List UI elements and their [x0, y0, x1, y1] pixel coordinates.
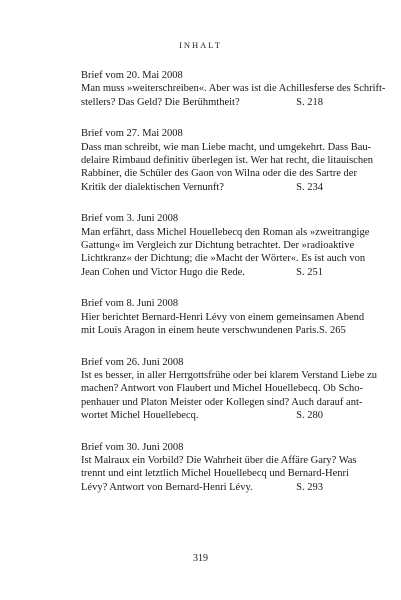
toc-entry: [81, 297, 365, 337]
entry-description-line: machen? Antwort von Flaubert und Michel Houellebecq. Ob Scho-: [81, 383, 363, 395]
entry-date: Brief vom 27. Mai 2008: [81, 128, 183, 140]
entry-description-line: trennt und eint letztlich Michel Houellebecq und Bernard-Henri: [81, 468, 349, 480]
entry-description-line: [81, 181, 323, 194]
entry-description-line: Man erfährt, dass Michel Houellebecq den Roman als »zweitrangige: [81, 226, 370, 238]
entry-description-text: stellers? Das Geld? Die Berühmtheit?: [81, 96, 240, 108]
entry-description-line: [81, 266, 323, 279]
entry-description-line: Dass man schreibt, wie man Liebe macht, und umgekehrt. Dass Bau-: [81, 141, 372, 153]
page-reference: S. 265: [318, 325, 346, 337]
toc-entry: [81, 212, 370, 279]
entry-description-line: Rabbiner, die Schüler des Gaon von Wilna oder die des Sartre der: [81, 168, 357, 180]
entry-description-line: [81, 324, 346, 337]
entry-date: Brief vom 8. Juni 2008: [81, 298, 179, 310]
toc-entry: [81, 69, 386, 109]
entry-description-line: penhauer und Platon Meister oder Kollegen sind? Auch darauf ant-: [81, 396, 363, 408]
entry-description-line: Man muss »weiterschreiben«. Aber was ist die Achillesferse des Schrift-: [81, 83, 386, 95]
entry-date: Brief vom 30. Juni 2008: [81, 441, 184, 453]
entry-description-text: mit Louis Aragon in einem heute verschwundenen Paris.: [81, 325, 319, 337]
entry-description-line: Hier berichtet Bernard-Henri Lévy von einem gemeinsamen Abend: [81, 311, 365, 323]
entry-description-line: Lichtkranz« der Dichtung; die »Macht der Wörter«. Es ist auch von: [81, 253, 366, 265]
entry-description-text: wortet Michel Houellebecq.: [81, 410, 199, 422]
entry-description: [81, 82, 386, 109]
toc-entry: [81, 441, 357, 495]
entry-description-line: Gattung« im Vergleich zur Dichtung betrachtet. Der »radioaktive: [81, 240, 355, 252]
entry-description-line: [81, 481, 323, 494]
entry-date: Brief vom 20. Mai 2008: [81, 70, 183, 81]
entry-description: [81, 369, 378, 423]
page-reference: S. 251: [296, 266, 323, 278]
entry-description-line: Ist es besser, in aller Herrgottsfrühe oder bei klarem Verstand Liebe zu: [81, 369, 378, 381]
page-reference: S. 234: [296, 181, 323, 193]
entry-description: [81, 311, 365, 338]
entry-description-line: [81, 409, 323, 422]
entry-description: [81, 454, 357, 494]
entry-description: [81, 226, 370, 280]
entry-date: Brief vom 3. Juni 2008: [81, 213, 179, 225]
toc-entry: [81, 356, 378, 423]
page-reference: S. 218: [296, 96, 323, 108]
entry-description-text: Lévy? Antwort von Bernard-Henri Lévy.: [81, 481, 253, 493]
entry-description-line: Ist Malraux ein Vorbild? Die Wahrheit über die Affäre Gary? Was: [81, 454, 357, 466]
entry-description-text: Kritik der dialektischen Vernunft?: [81, 181, 224, 193]
page-reference: S. 280: [296, 410, 323, 422]
running-header: INHALT: [179, 40, 222, 50]
entry-date: Brief vom 26. Juni 2008: [81, 356, 184, 368]
page-number: 319: [193, 553, 208, 564]
table-of-contents: [81, 69, 386, 512]
toc-entry: [81, 127, 373, 194]
entry-description-line: [81, 96, 323, 109]
page-reference: S. 293: [296, 481, 323, 493]
entry-description: [81, 141, 373, 195]
entry-description-text: Jean Cohen und Victor Hugo die Rede.: [81, 266, 245, 278]
entry-description-line: delaire Rimbaud definitiv überlegen ist. Wer hat recht, die litauischen: [81, 155, 373, 167]
